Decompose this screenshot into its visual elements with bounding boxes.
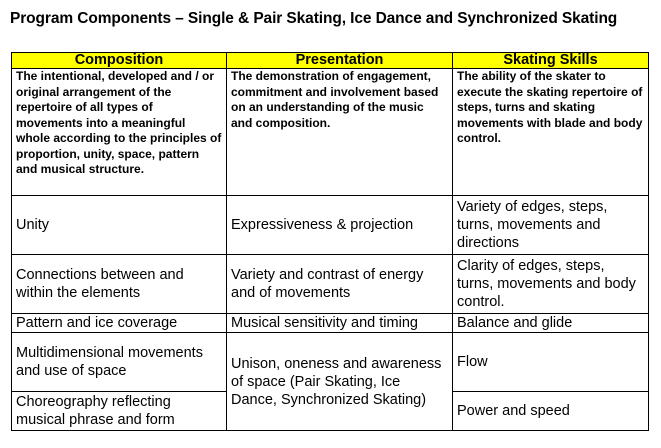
skating-skills-cell: Variety of edges, steps, turns, movements and directions [453, 196, 649, 255]
presentation-cell: Unison, oneness and awareness of space (Pair Skating, Ice Dance, Synchronized Skating) [227, 333, 453, 431]
composition-header: Composition [12, 53, 227, 69]
table-row [12, 333, 649, 392]
header-row [12, 53, 649, 69]
skating-skills-definition: The ability of the skater to execute the skating repertoire of steps, turns and skating movements with blade and body control. [453, 69, 649, 196]
presentation-header: Presentation [227, 53, 453, 69]
skating-skills-cell: Power and speed [453, 392, 649, 431]
page-title: Program Components – Single & Pair Skating, Ice Dance and Synchronized Skating [10, 10, 618, 27]
presentation-definition: The demonstration of engagement, commitment and involvement based on an understanding of the music and composition. [227, 69, 453, 196]
skating-skills-cell: Flow [453, 333, 649, 392]
table-row [12, 314, 649, 333]
presentation-cell: Expressiveness & projection [227, 196, 453, 255]
composition-cell: Pattern and ice coverage [12, 314, 227, 333]
composition-cell: Connections between and within the elements [12, 255, 227, 314]
table-row [12, 255, 649, 314]
skating-skills-cell: Balance and glide [453, 314, 649, 333]
skating-skills-cell: Clarity of edges, steps, turns, movements and body control. [453, 255, 649, 314]
table-row [12, 196, 649, 255]
composition-cell: Unity [12, 196, 227, 255]
composition-cell: Multidimensional movements and use of space [12, 333, 227, 392]
presentation-cell: Musical sensitivity and timing [227, 314, 453, 333]
composition-definition: The intentional, developed and / or original arrangement of the repertoire of all types of movements into a meaningful whole according to the principles of proportion, unity, space, pattern and musical structure. [12, 69, 227, 196]
composition-cell: Choreography reflecting musical phrase and form [12, 392, 227, 431]
skating-skills-header: Skating Skills [453, 53, 649, 69]
presentation-cell: Variety and contrast of energy and of movements [227, 255, 453, 314]
definition-row [12, 69, 649, 196]
program-components-table [11, 52, 649, 431]
